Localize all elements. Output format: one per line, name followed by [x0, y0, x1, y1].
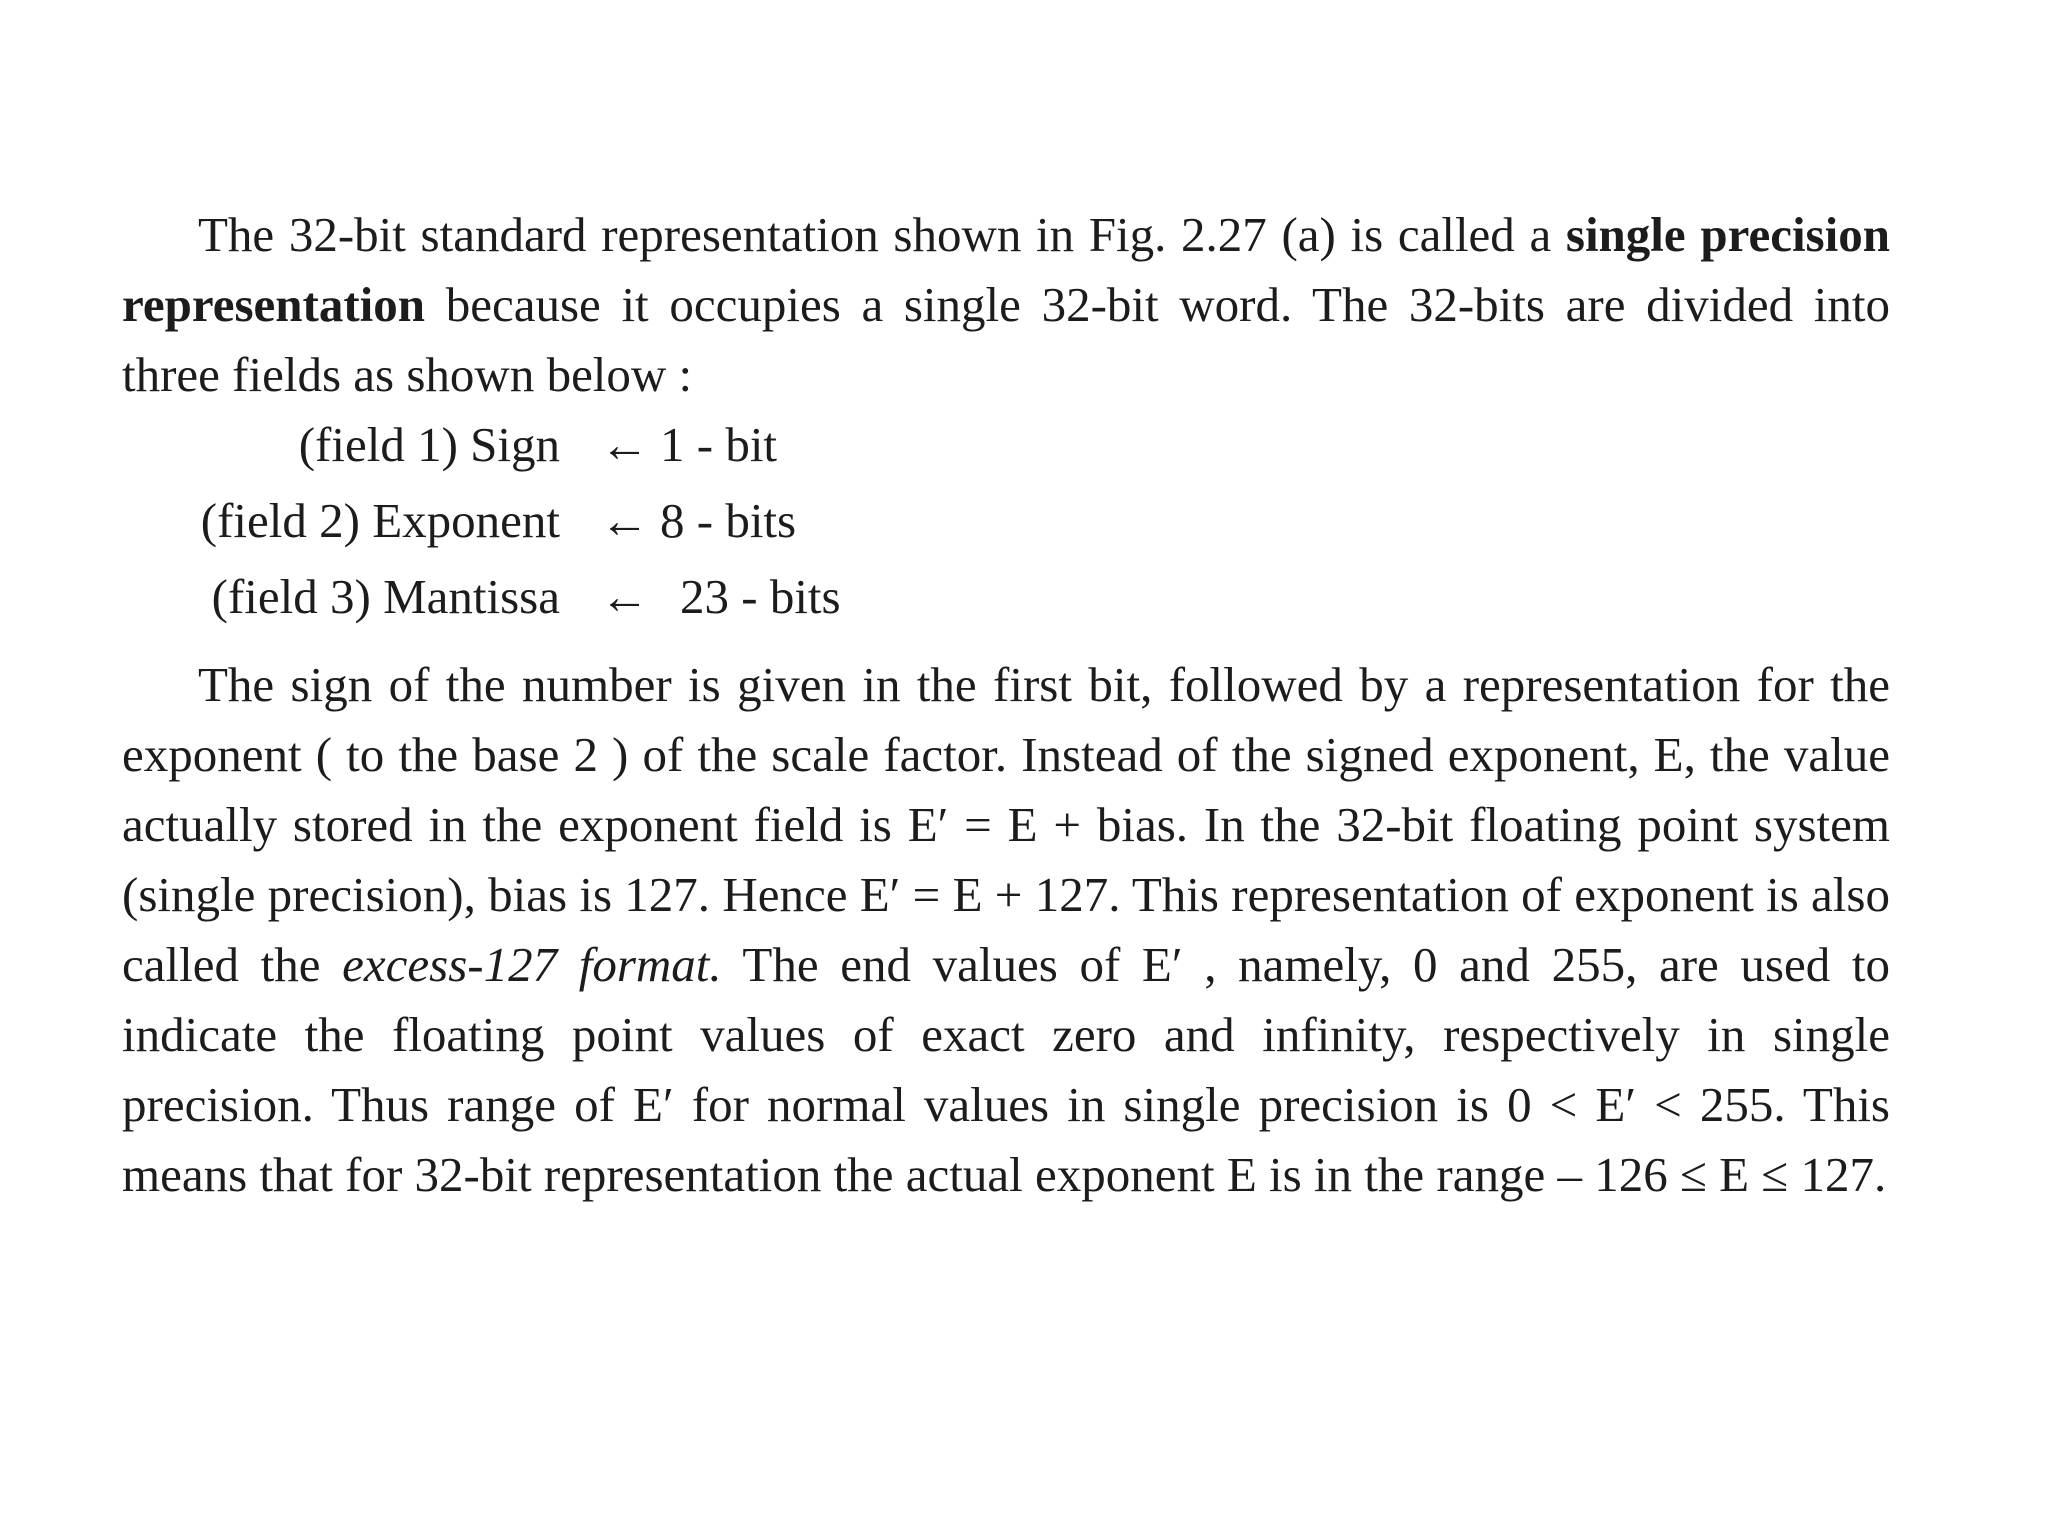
- paragraph-exponent-bias: [122, 650, 1890, 1210]
- paragraph2-text-start: The sign of the number is given in the first bit, followed by a representation for the exponent ( to the base 2 ) of the scale factor. Instead of the signed exponent, E, the value actually stored in the exponent field is E′ = E + bias. In the 32-bit floating point system (single precision), bias is 127. Hence E′ = E + 127. This representation of exponent is also called the: [122, 657, 1890, 992]
- left-arrow-icon: ←: [600, 569, 649, 624]
- paragraph1-text-start: The 32-bit standard representation shown in Fig. 2.27 (a) is called a: [198, 207, 1566, 262]
- field-bits: 23 - bits: [680, 569, 841, 624]
- term-single-precision: single precision representation: [122, 207, 1890, 332]
- field-bits: 1 - bit: [660, 417, 778, 472]
- field-name: (field 3) Mantissa: [211, 569, 560, 624]
- paragraph2-text-end: The end values of E′ , namely, 0 and 255, are used to indicate the floating point values of exact zero and infinity, respectively in single precision. Thus range of E′ for normal values in single precision is 0 < E′ < 255. This means that for 32-bit representation the actual exponent E is in the range – 126 ≤ E ≤ 127.: [122, 937, 1890, 1202]
- field-name: (field 1) Sign: [298, 417, 560, 472]
- paragraph1-text-end: because it occupies a single 32-bit word. The 32-bits are divided into three fields as shown below :: [122, 277, 1890, 402]
- field-row-mantissa: [150, 562, 1050, 638]
- field-row-sign: [150, 410, 1050, 486]
- field-list: [150, 410, 1050, 638]
- field-name: (field 2) Exponent: [200, 493, 560, 548]
- field-row-exponent: [150, 486, 1050, 562]
- left-arrow-icon: ←: [600, 417, 649, 472]
- field-bits: 8 - bits: [660, 493, 797, 548]
- paragraph-single-precision: [122, 200, 1890, 410]
- left-arrow-icon: ←: [600, 493, 649, 548]
- term-excess-127: excess-127 format.: [342, 937, 722, 992]
